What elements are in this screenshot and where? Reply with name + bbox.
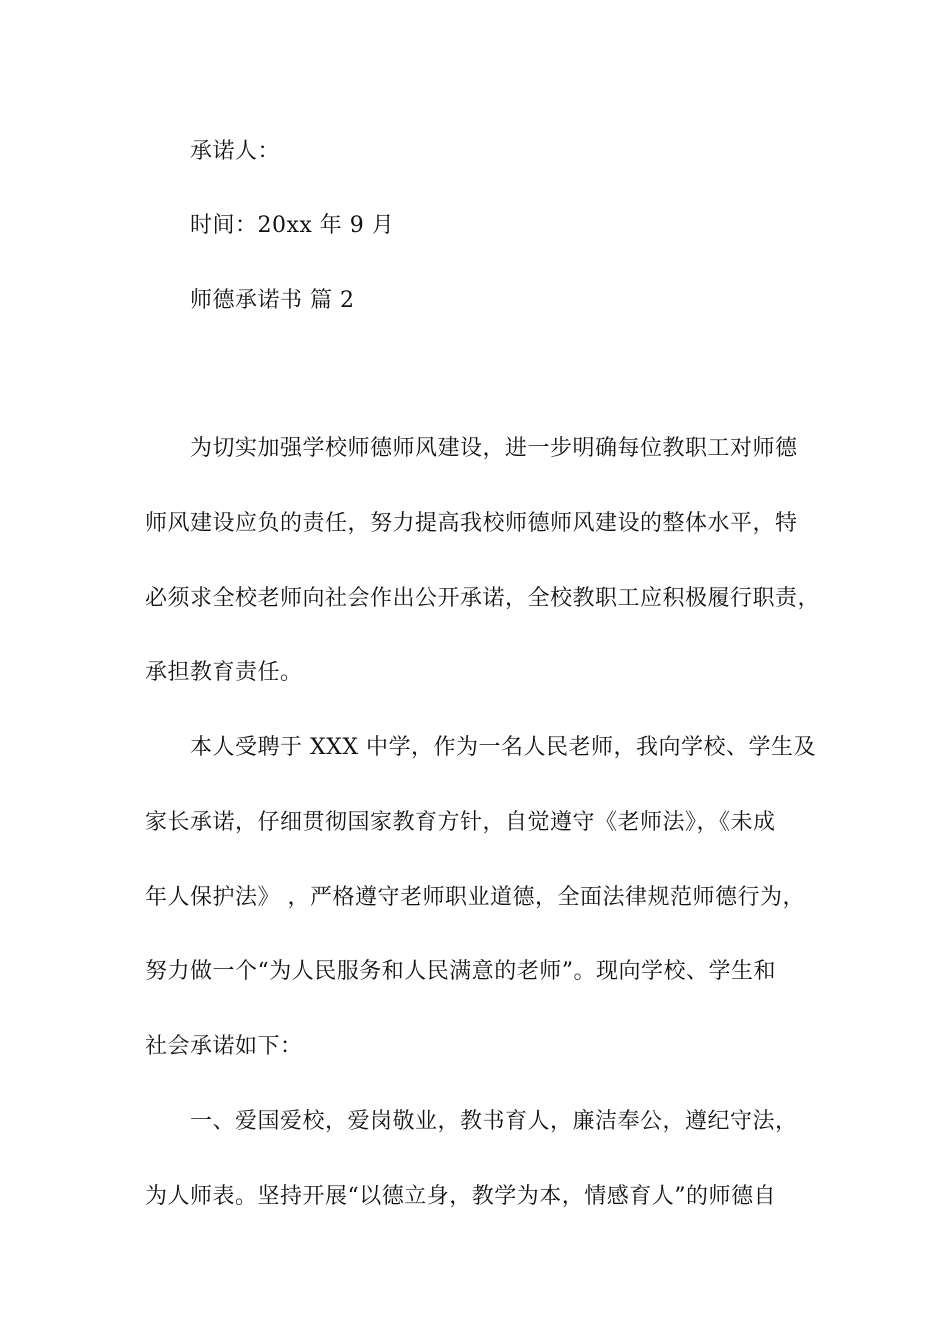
paragraph-line: 家长承诺，仔细贯彻国家教育方针，自觉遵守《老师法》，《未成 [145, 810, 776, 835]
paragraph-line: 社会承诺如下： [145, 1034, 303, 1059]
paragraph-line: 为人师表。坚持开展“以德立身，教学为本，情感育人”的师德自 [145, 1184, 776, 1209]
paragraph-line: 本人受聘于 XXX 中学，作为一名人民老师，我向学校、学生及 [190, 735, 816, 760]
paragraph-line: 必须求全校老师向社会作出公开承诺，全校教职工应积极履行职责， [145, 586, 821, 611]
paragraph-line: 为切实加强学校师德师风建设，进一步明确每位教职工对师德 [190, 436, 798, 461]
signer-label: 承诺人： [190, 139, 281, 164]
paragraph-line: 努力做一个“为人民服务和人民满意的老师”。现向学校、学生和 [145, 959, 776, 984]
paragraph-line: 承担教育责任。 [145, 660, 303, 685]
section-title: 师德承诺书 篇 2 [190, 288, 355, 313]
paragraph-line: 一、爱国爱校，爱岗敬业，教书育人，廉洁奉公，遵纪守法， [190, 1109, 798, 1134]
date-line: 时间：20xx 年 9 月 [190, 213, 395, 238]
paragraph-line: 师风建设应负的责任，努力提高我校师德师风建设的整体水平，特 [145, 511, 798, 536]
paragraph-line: 年人保护法》 ，严格遵守老师职业道德，全面法律规范师德行为， [145, 885, 805, 910]
